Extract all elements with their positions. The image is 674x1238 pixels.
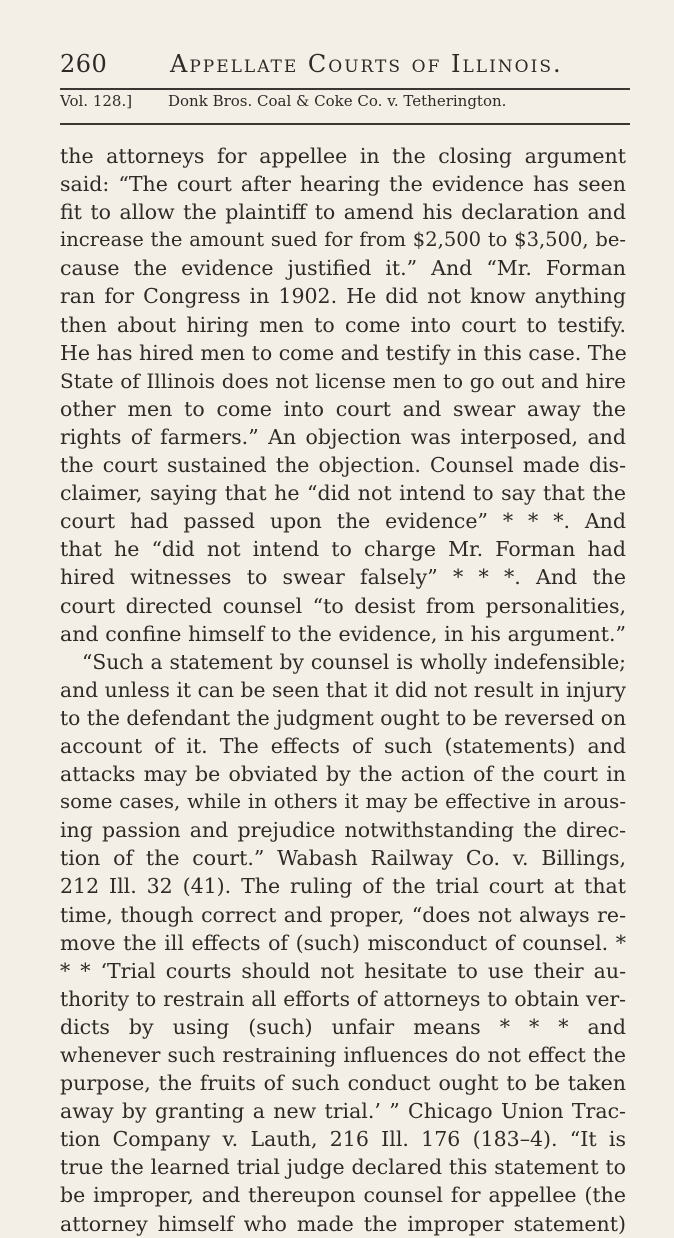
text-line: tion of the court.” Wabash Railway Co. v. Billings,: [60, 846, 626, 871]
case-title: Donk Bros. Coal & Coke Co. v. Tetherington.: [168, 92, 507, 110]
text-line: claimer, saying that he “did not intend to say that the: [60, 481, 626, 506]
text-line: other men to come into court and swear away the: [60, 396, 626, 421]
text-line: thority to restrain all efforts of attorneys to obtain ver-: [60, 986, 626, 1011]
text-line: rights of farmers.” An objection was interposed, and: [60, 424, 626, 449]
text-line: to the defendant the judgment ought to be reversed on: [60, 705, 626, 730]
text-line: then about hiring men to come into court to testify.: [60, 312, 626, 337]
text-line: He has hired men to come and testify in this case. The: [60, 340, 627, 365]
text-line: said: “The court after hearing the evidence has seen: [60, 172, 626, 197]
text-line: * * ‘Trial courts should not hesitate to use their au-: [60, 958, 626, 983]
text-line: tion Company v. Lauth, 216 Ill. 176 (183–4). “It is: [60, 1127, 626, 1152]
text-line: hired witnesses to swear falsely” * * *. And the: [60, 565, 626, 590]
text-line: ran for Congress in 1902. He did not know anything: [60, 284, 626, 309]
text-line: and unless it can be seen that it did not result in injury: [60, 677, 626, 702]
text-line: increase the amount sued for from $2,500 to $3,500, be-: [60, 228, 626, 252]
text-line: whenever such restraining influences do not effect the: [60, 1043, 626, 1067]
text-line: time, though correct and proper, “does not always re-: [60, 902, 626, 927]
text-line: 212 Ill. 32 (41). The ruling of the trial court at that: [60, 874, 626, 899]
text-line: some cases, while in others it may be effective in arous-: [60, 790, 626, 814]
page-number: 260: [60, 50, 108, 78]
text-line: court had passed upon the evidence” * * *. And: [60, 509, 626, 534]
running-title: Appellate Courts of Illinois.: [170, 50, 563, 78]
text-line: account of it. The effects of such (statements) and: [60, 733, 626, 758]
text-line: be improper, and thereupon counsel for appellee (the: [60, 1183, 626, 1208]
text-line: fit to allow the plaintiff to amend his declaration and: [60, 200, 626, 225]
text-line: move the ill effects of (such) misconduct of counsel. *: [60, 930, 626, 955]
text-line: attacks may be obviated by the action of the court in: [60, 762, 626, 787]
header-rule-top: [60, 88, 630, 90]
text-line-last: attorney himself who made the improper statement): [60, 1211, 626, 1236]
volume-label: Vol. 128.]: [60, 92, 133, 110]
text-line: ing passion and prejudice notwithstanding the direc-: [60, 818, 626, 843]
text-line: court directed counsel “to desist from personalities,: [60, 593, 626, 618]
text-line: away by granting a new trial.’ ” Chicago Union Trac-: [60, 1099, 626, 1124]
text-line: purpose, the fruits of such conduct ought to be taken: [60, 1071, 626, 1096]
page-header: [60, 44, 620, 84]
text-line-paragraph-start: “Such a statement by counsel is wholly indefensible;: [82, 649, 626, 674]
text-line: true the learned trial judge declared this statement to: [60, 1155, 626, 1180]
body-text: [60, 142, 626, 1238]
text-line: dicts by using (such) unfair means * * * and: [60, 1014, 626, 1039]
text-line: cause the evidence justified it.” And “Mr. Forman: [60, 256, 626, 281]
text-line: State of Illinois does not license men to go out and hire: [60, 368, 626, 393]
text-line: the attorneys for appellee in the closing argument: [60, 144, 626, 168]
text-line: and confine himself to the evidence, in his argument.”: [60, 621, 626, 646]
text-line: that he “did not intend to charge Mr. Forman had: [60, 537, 626, 562]
header-rule-bottom: [60, 123, 630, 125]
text-line: the court sustained the objection. Counsel made dis-: [60, 453, 626, 478]
